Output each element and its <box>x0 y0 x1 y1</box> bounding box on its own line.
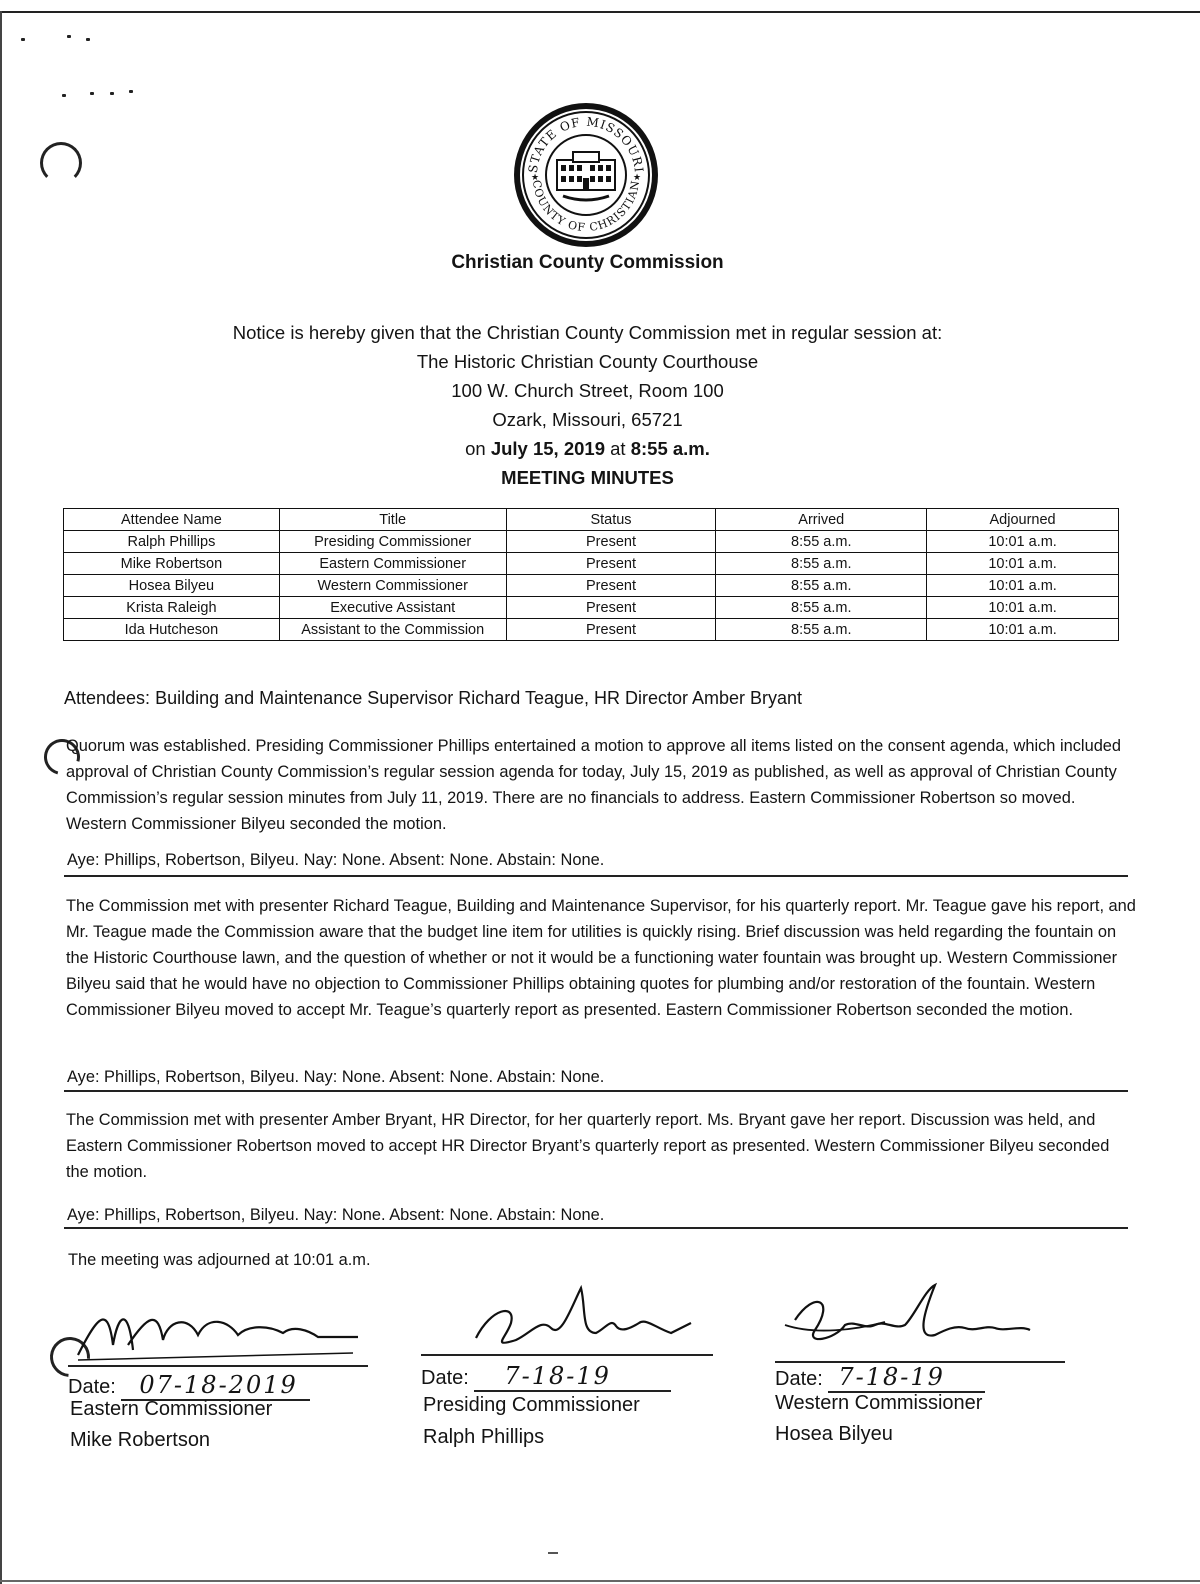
table-row <box>64 619 1119 641</box>
date-handwritten: 7-18-19 <box>474 1362 671 1392</box>
column-header: Attendee Name <box>64 509 280 531</box>
adjourned-cell: 10:01 a.m. <box>927 553 1119 575</box>
column-header: Title <box>279 509 506 531</box>
meeting-notice <box>0 318 1175 492</box>
section-divider <box>64 875 1128 877</box>
attendee-name-cell: Ralph Phillips <box>64 531 280 553</box>
notice-date-time-line <box>0 434 1175 463</box>
date-label: Date: <box>421 1367 469 1389</box>
consent-agenda-paragraph: Quorum was established. Presiding Commissioner Phillips entertained a motion to approve all items listed on the consent agenda, which included approval of Christian County Commission’s regular session agenda for today, July 15, 2019 as published, as well as approval of Christian County Commission’s regular session minutes from July 11, 2019. There are no financials to address. Eastern Commissioner Robertson so moved. Western Commissioner Bilyeu seconded the motion. <box>66 737 1122 833</box>
county-seal-logo <box>511 100 661 250</box>
scan-speck <box>548 1552 558 1554</box>
date-row <box>775 1363 985 1393</box>
attendee-name-cell: Hosea Bilyeu <box>64 575 280 597</box>
section-divider <box>64 1227 1128 1229</box>
punch-hole-top <box>40 142 82 184</box>
attendee-name-cell: Mike Robertson <box>64 553 280 575</box>
section-divider <box>64 1090 1128 1092</box>
meeting-time: 8:55 a.m. <box>630 438 710 459</box>
adjourned-cell: 10:01 a.m. <box>927 619 1119 641</box>
attendee-title-cell: Western Commissioner <box>279 575 506 597</box>
signature-line <box>68 1365 368 1367</box>
svg-text:★: ★ <box>531 172 540 182</box>
scan-speck <box>110 92 114 95</box>
adjourned-cell: 10:01 a.m. <box>927 597 1119 619</box>
scan-speck <box>86 38 90 41</box>
vote-record: Aye: Phillips, Robertson, Bilyeu. Nay: None. Absent: None. Abstain: None. <box>67 1068 605 1086</box>
hr-report-paragraph: The Commission met with presenter Amber Bryant, HR Director, for her quarterly report. Ms. Bryant gave her report. Discussion was held, and Eastern Commissioner Robertson moved to accept HR Director Bryant’s quarterly report as presented. Western Commissioner Bilyeu seconded the motion. <box>66 1111 1110 1181</box>
svg-text:COUNTY OF CHRISTIAN: COUNTY OF CHRISTIAN <box>529 179 643 235</box>
vote-record: Aye: Phillips, Robertson, Bilyeu. Nay: None. Absent: None. Abstain: None. <box>67 851 605 869</box>
attendee-status-cell: Present <box>506 531 716 553</box>
adjourned-cell: 10:01 a.m. <box>927 531 1119 553</box>
adjournment-statement: The meeting was adjourned at 10:01 a.m. <box>68 1251 371 1269</box>
date-row <box>68 1371 310 1401</box>
signature-line <box>421 1354 713 1356</box>
date-row <box>421 1362 671 1392</box>
signer-role: Western Commissioner <box>775 1392 983 1414</box>
arrived-cell: 8:55 a.m. <box>716 619 927 641</box>
document-title: Christian County Commission <box>451 252 724 273</box>
svg-text:STATE OF MISSOURI: STATE OF MISSOURI <box>525 114 647 174</box>
notice-location: The Historic Christian County Courthouse <box>416 351 759 372</box>
minutes-heading: MEETING MINUTES <box>501 467 674 488</box>
at-word: at <box>610 438 626 459</box>
adjourned-cell: 10:01 a.m. <box>927 575 1119 597</box>
page-border-top <box>0 11 1200 13</box>
attendee-title-cell: Assistant to the Commission <box>279 619 506 641</box>
table-row <box>64 575 1119 597</box>
scan-speck <box>129 90 133 93</box>
attendees-line: Attendees: Building and Maintenance Supervisor Richard Teague, HR Director Amber Bryant <box>64 688 803 708</box>
svg-text:★: ★ <box>633 172 642 182</box>
date-label: Date: <box>68 1376 116 1398</box>
signer-name: Mike Robertson <box>70 1429 211 1451</box>
attendee-status-cell: Present <box>506 619 716 641</box>
date-handwritten: 07-18-2019 <box>121 1371 309 1401</box>
attendee-title-cell: Executive Assistant <box>279 597 506 619</box>
page-border-left <box>0 11 2 1584</box>
notice-city-state-zip: Ozark, Missouri, 65721 <box>492 409 683 430</box>
notice-line: Notice is hereby given that the Christian County Commission met in regular session at: <box>232 322 943 343</box>
table-row <box>64 531 1119 553</box>
attendee-title-cell: Eastern Commissioner <box>279 553 506 575</box>
table-row <box>64 553 1119 575</box>
page-border-bottom <box>0 1580 1200 1582</box>
notice-street-address: 100 W. Church Street, Room 100 <box>451 380 724 401</box>
handwritten-signature <box>68 1285 368 1375</box>
meeting-date: July 15, 2019 <box>490 438 605 459</box>
signature-block-presiding <box>421 1278 741 1448</box>
attendee-status-cell: Present <box>506 575 716 597</box>
signer-name: Hosea Bilyeu <box>775 1423 893 1445</box>
column-header: Arrived <box>716 509 927 531</box>
attendee-title-cell: Presiding Commissioner <box>279 531 506 553</box>
attendee-status-cell: Present <box>506 553 716 575</box>
date-label: Date: <box>775 1368 823 1390</box>
vote-record: Aye: Phillips, Robertson, Bilyeu. Nay: None. Absent: None. Abstain: None. <box>67 1206 605 1224</box>
attendee-name-cell: Krista Raleigh <box>64 597 280 619</box>
column-header: Status <box>506 509 716 531</box>
signer-name: Ralph Phillips <box>423 1426 545 1448</box>
signature-block-western <box>775 1280 1095 1450</box>
scan-speck <box>67 35 71 38</box>
attendee-name-cell: Ida Hutcheson <box>64 619 280 641</box>
scan-speck <box>21 38 25 41</box>
maintenance-report-paragraph: The Commission met with presenter Richard Teague, Building and Maintenance Supervisor, for his quarterly report. Mr. Teague gave his report, and Mr. Teague made the Commission aware that the budget line item for utilities is quickly rising. Brief discussion was held regarding the fountain on the Historic Courthouse lawn, and the question of whether or not it would be a functioning water fountain was brought up. Western Commissioner Bilyeu said that he would have no objection to Commissioner Phillips obtaining quotes for plumbing and/or restoration of the fountain. Western Commissioner Bilyeu moved to accept Mr. Teague’s quarterly report as presented. Eastern Commissioner Robertson seconded the motion. <box>66 897 1136 1019</box>
arrived-cell: 8:55 a.m. <box>716 575 927 597</box>
attendee-status-cell: Present <box>506 597 716 619</box>
arrived-cell: 8:55 a.m. <box>716 553 927 575</box>
arrived-cell: 8:55 a.m. <box>716 597 927 619</box>
on-word: on <box>465 438 486 459</box>
attendance-table <box>63 508 1119 641</box>
handwritten-signature <box>775 1280 1075 1370</box>
signer-role: Eastern Commissioner <box>70 1398 273 1420</box>
arrived-cell: 8:55 a.m. <box>716 531 927 553</box>
date-handwritten: 7-18-19 <box>828 1363 985 1393</box>
scan-speck <box>90 92 94 95</box>
table-row <box>64 597 1119 619</box>
column-header: Adjourned <box>927 509 1119 531</box>
signer-role: Presiding Commissioner <box>423 1394 640 1416</box>
scan-speck <box>62 94 66 97</box>
table-header-row <box>64 509 1119 531</box>
signature-block-eastern <box>68 1285 388 1455</box>
